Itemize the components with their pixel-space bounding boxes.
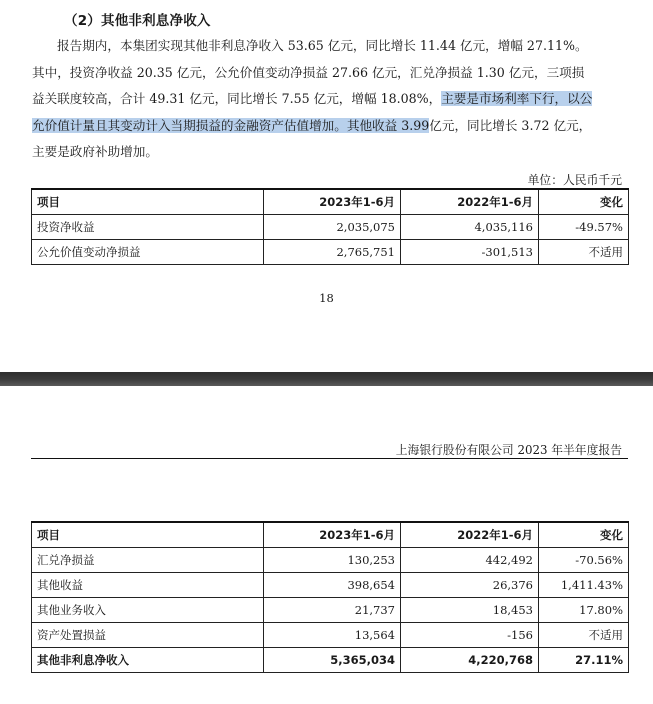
cell-value: 27.11% [539,648,629,673]
body-paragraph [32,33,624,166]
table-row [32,598,629,623]
table-row [32,623,629,648]
column-header: 2023年1-6月 [264,189,401,215]
unit-label: 单位：人民币千元 [527,173,622,187]
paragraph-text: 益关联度较高，合计 49.31 亿元，同比增长 7.55 亿元，增幅 18.08%， [32,91,442,106]
row-label: 其他业务收入 [32,598,264,623]
table-header-row [32,522,629,548]
income-table-top [31,188,629,265]
cell-value: 5,365,034 [264,648,401,673]
paragraph-text: 亿元，同比增长 3.72 亿元， [429,117,592,133]
highlighted-text[interactable]: 主要是市场利率下行，以公 [441,91,593,106]
table-row [32,215,629,240]
cell-value: 17.80% [539,598,629,623]
cell-value: -156 [401,623,539,648]
row-label: 其他收益 [32,573,264,598]
row-label: 公允价值变动净损益 [32,240,264,265]
row-label: 其他非利息净收入 [32,648,264,673]
cell-value: -49.57% [539,215,629,240]
cell-value: 不适用 [539,623,629,648]
row-label: 投资净收益 [32,215,264,240]
column-header: 项目 [32,522,264,548]
cell-value: 1,411.43% [539,573,629,598]
report-header: 上海银行股份有限公司 2023 年半年度报告 [395,443,622,457]
cell-value: 130,253 [264,548,401,573]
column-header: 2022年1-6月 [401,522,539,548]
row-label: 资产处置损益 [32,623,264,648]
cell-value: 21,737 [264,598,401,623]
table-total-row [32,648,629,673]
paragraph-line: 报告期内，本集团实现其他非利息净收入 53.65 亿元，同比增长 11.44 亿元，增幅 27.11%。 [57,38,588,53]
cell-value: 2,765,751 [264,240,401,265]
cell-value: 26,376 [401,573,539,598]
table-row [32,548,629,573]
cell-value: 2,035,075 [264,215,401,240]
column-header: 变化 [539,522,629,548]
table-header-row [32,189,629,215]
cell-value: 18,453 [401,598,539,623]
header-rule [31,458,628,459]
cell-value: 398,654 [264,573,401,598]
column-header: 2023年1-6月 [264,522,401,548]
paragraph-line: 其中，投资净收益 20.35 亿元，公允价值变动净损益 27.66 亿元，汇兑净损益 1.30 亿元，三项损 [32,64,585,80]
cell-value: 4,035,116 [401,215,539,240]
paragraph-line [32,113,624,140]
income-table-bottom [31,521,629,673]
page-divider [0,372,653,386]
column-header: 2022年1-6月 [401,189,539,215]
column-header: 变化 [539,189,629,215]
paragraph-line: 主要是政府补助增加。 [32,144,158,159]
cell-value: 13,564 [264,623,401,648]
table-row [32,240,629,265]
cell-value: 442,492 [401,548,539,573]
page-19 [0,386,653,704]
cell-value: 4,220,768 [401,648,539,673]
row-label: 汇兑净损益 [32,548,264,573]
section-heading: （2）其他非利息净收入 [64,13,211,29]
cell-value: 不适用 [539,240,629,265]
cell-value: -70.56% [539,548,629,573]
cell-value: -301,513 [401,240,539,265]
page-number: 18 [319,291,334,305]
highlighted-text[interactable]: 允价值计量且其变动计入当期损益的金融资产估值增加。其他收益 3.99 [32,117,430,133]
paragraph-line [32,86,624,113]
table-row [32,573,629,598]
column-header: 项目 [32,189,264,215]
